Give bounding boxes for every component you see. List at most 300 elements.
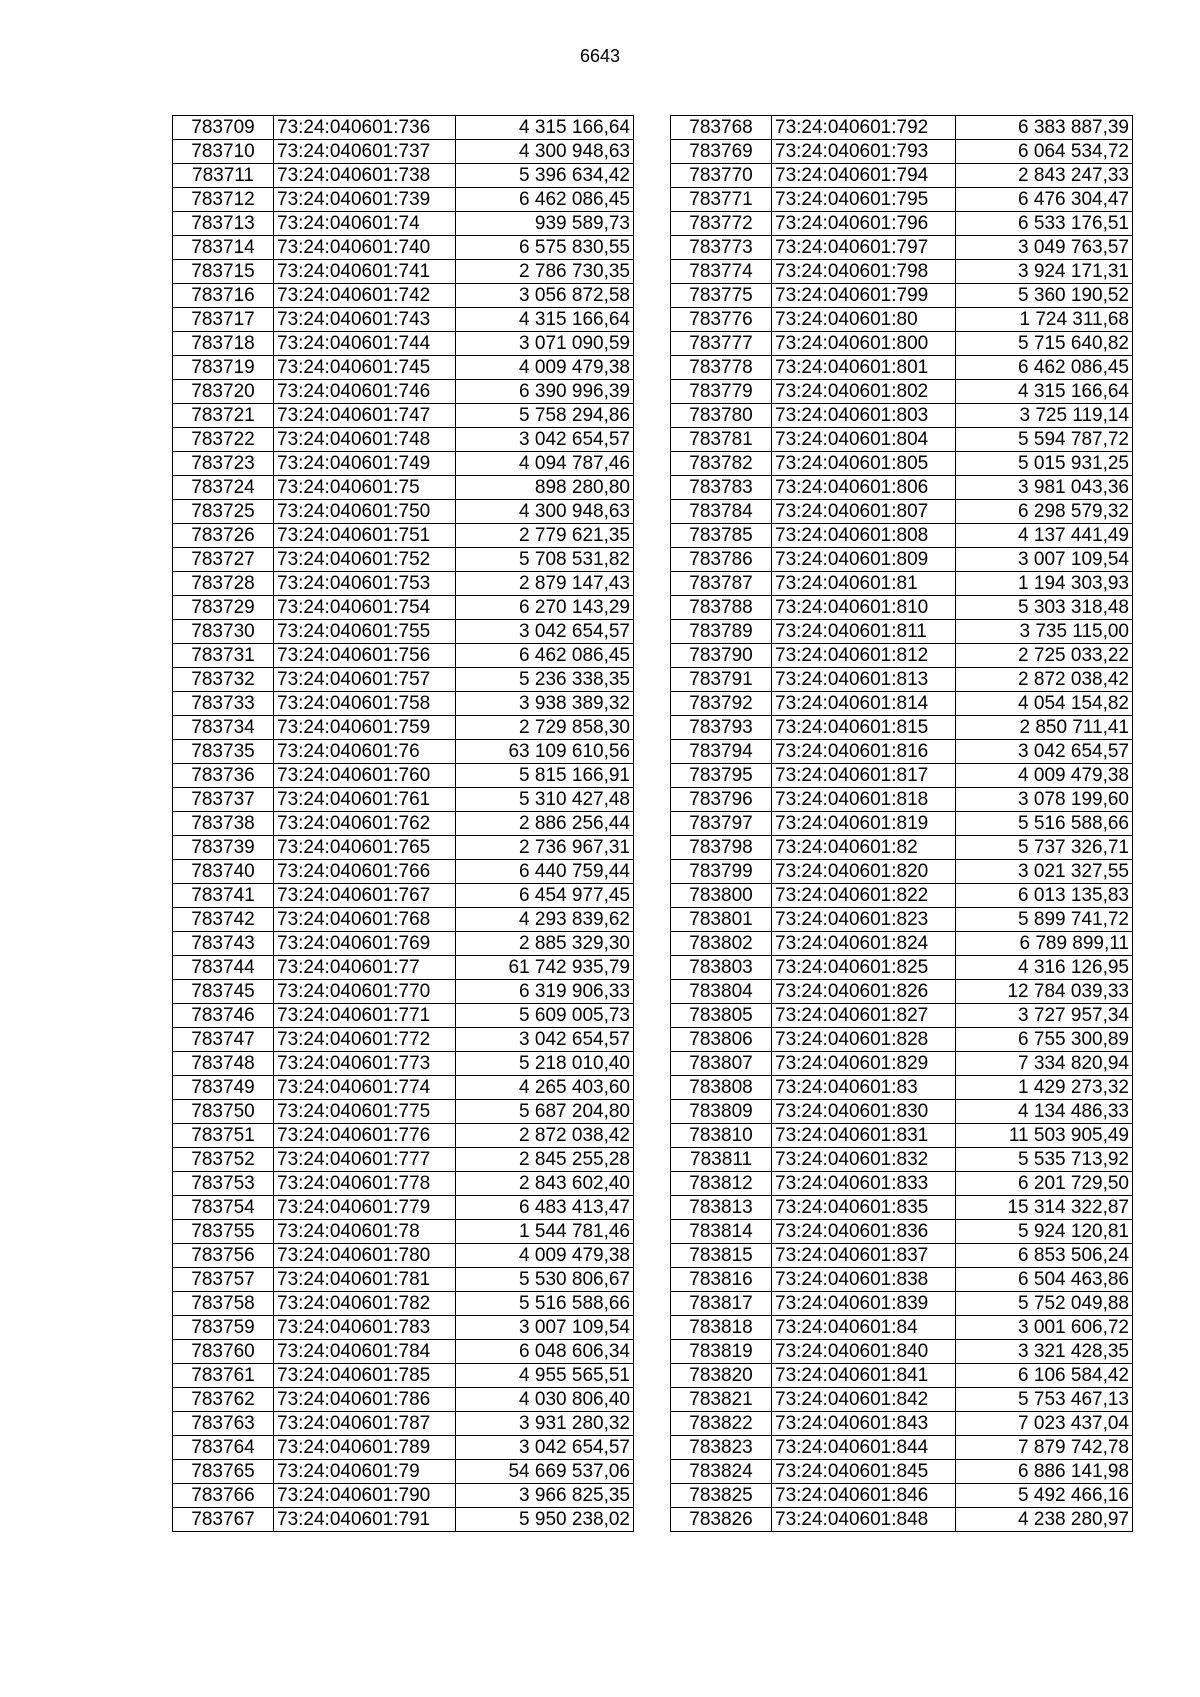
table-row <box>671 788 1133 812</box>
table-row <box>671 668 1133 692</box>
cadastral-number-cell: 73:24:040601:808 <box>772 524 956 548</box>
cadastral-number-cell: 73:24:040601:741 <box>274 260 456 284</box>
cadastral-number-cell: 73:24:040601:82 <box>772 836 956 860</box>
row-number-cell: 783709 <box>173 116 274 140</box>
table-row <box>173 620 634 644</box>
table-row <box>671 452 1133 476</box>
value-cell: 3 725 119,14 <box>956 404 1133 428</box>
value-cell: 3 938 389,32 <box>456 692 634 716</box>
value-cell: 61 742 935,79 <box>456 956 634 980</box>
cadastral-number-cell: 73:24:040601:843 <box>772 1412 956 1436</box>
table-row <box>173 500 634 524</box>
row-number-cell: 783759 <box>173 1316 274 1340</box>
row-number-cell: 783808 <box>671 1076 772 1100</box>
table-row <box>173 956 634 980</box>
row-number-cell: 783787 <box>671 572 772 596</box>
row-number-cell: 783804 <box>671 980 772 1004</box>
row-number-cell: 783736 <box>173 764 274 788</box>
table-row <box>173 980 634 1004</box>
row-number-cell: 783803 <box>671 956 772 980</box>
value-cell: 5 516 588,66 <box>456 1292 634 1316</box>
cadastral-number-cell: 73:24:040601:816 <box>772 740 956 764</box>
table-row <box>671 1172 1133 1196</box>
row-number-cell: 783807 <box>671 1052 772 1076</box>
table-row <box>671 692 1133 716</box>
cadastral-number-cell: 73:24:040601:802 <box>772 380 956 404</box>
row-number-cell: 783746 <box>173 1004 274 1028</box>
row-number-cell: 783815 <box>671 1244 772 1268</box>
cadastral-number-cell: 73:24:040601:737 <box>274 140 456 164</box>
value-cell: 2 872 038,42 <box>456 1124 634 1148</box>
row-number-cell: 783790 <box>671 644 772 668</box>
value-cell: 2 786 730,35 <box>456 260 634 284</box>
cadastral-number-cell: 73:24:040601:75 <box>274 476 456 500</box>
cadastral-number-cell: 73:24:040601:809 <box>772 548 956 572</box>
row-number-cell: 783712 <box>173 188 274 212</box>
table-row <box>173 356 634 380</box>
table-row <box>671 332 1133 356</box>
cadastral-number-cell: 73:24:040601:811 <box>772 620 956 644</box>
row-number-cell: 783710 <box>173 140 274 164</box>
row-number-cell: 783813 <box>671 1196 772 1220</box>
value-cell: 3 727 957,34 <box>956 1004 1133 1028</box>
row-number-cell: 783737 <box>173 788 274 812</box>
cadastral-number-cell: 73:24:040601:83 <box>772 1076 956 1100</box>
value-cell: 3 042 654,57 <box>456 1436 634 1460</box>
row-number-cell: 783717 <box>173 308 274 332</box>
value-cell: 2 879 147,43 <box>456 572 634 596</box>
value-cell: 5 609 005,73 <box>456 1004 634 1028</box>
table-row <box>173 788 634 812</box>
row-number-cell: 783714 <box>173 236 274 260</box>
cadastral-number-cell: 73:24:040601:74 <box>274 212 456 236</box>
cadastral-number-cell: 73:24:040601:765 <box>274 836 456 860</box>
value-cell: 4 300 948,63 <box>456 140 634 164</box>
row-number-cell: 783738 <box>173 812 274 836</box>
cadastral-number-cell: 73:24:040601:796 <box>772 212 956 236</box>
cadastral-number-cell: 73:24:040601:84 <box>772 1316 956 1340</box>
value-cell: 4 094 787,46 <box>456 452 634 476</box>
value-cell: 2 850 711,41 <box>956 716 1133 740</box>
cadastral-number-cell: 73:24:040601:78 <box>274 1220 456 1244</box>
value-cell: 3 321 428,35 <box>956 1340 1133 1364</box>
cadastral-number-cell: 73:24:040601:819 <box>772 812 956 836</box>
table-row <box>671 500 1133 524</box>
row-number-cell: 783713 <box>173 212 274 236</box>
row-number-cell: 783719 <box>173 356 274 380</box>
cadastral-number-cell: 73:24:040601:830 <box>772 1100 956 1124</box>
value-cell: 3 042 654,57 <box>456 1028 634 1052</box>
value-cell: 5 753 467,13 <box>956 1388 1133 1412</box>
value-cell: 5 815 166,91 <box>456 764 634 788</box>
table-row <box>173 1436 634 1460</box>
cadastral-number-cell: 73:24:040601:840 <box>772 1340 956 1364</box>
value-cell: 6 755 300,89 <box>956 1028 1133 1052</box>
table-row <box>173 1052 634 1076</box>
table-row <box>173 524 634 548</box>
cadastral-number-cell: 73:24:040601:797 <box>772 236 956 260</box>
cadastral-number-cell: 73:24:040601:767 <box>274 884 456 908</box>
value-cell: 15 314 322,87 <box>956 1196 1133 1220</box>
table-row <box>173 1076 634 1100</box>
value-cell: 4 293 839,62 <box>456 908 634 932</box>
cadastral-number-cell: 73:24:040601:773 <box>274 1052 456 1076</box>
table-row <box>173 860 634 884</box>
row-number-cell: 783785 <box>671 524 772 548</box>
row-number-cell: 783795 <box>671 764 772 788</box>
value-cell: 3 042 654,57 <box>456 620 634 644</box>
row-number-cell: 783826 <box>671 1508 772 1532</box>
value-cell: 6 462 086,45 <box>456 644 634 668</box>
table-row <box>173 716 634 740</box>
cadastral-number-cell: 73:24:040601:738 <box>274 164 456 188</box>
table-row <box>173 1220 634 1244</box>
row-number-cell: 783805 <box>671 1004 772 1028</box>
row-number-cell: 783741 <box>173 884 274 908</box>
table-row <box>173 908 634 932</box>
cadastral-number-cell: 73:24:040601:845 <box>772 1460 956 1484</box>
cadastral-number-cell: 73:24:040601:779 <box>274 1196 456 1220</box>
cadastral-number-cell: 73:24:040601:740 <box>274 236 456 260</box>
cadastral-number-cell: 73:24:040601:774 <box>274 1076 456 1100</box>
row-number-cell: 783763 <box>173 1412 274 1436</box>
table-row <box>671 1076 1133 1100</box>
register-table-left <box>172 115 634 1532</box>
row-number-cell: 783774 <box>671 260 772 284</box>
row-number-cell: 783734 <box>173 716 274 740</box>
value-cell: 6 064 534,72 <box>956 140 1133 164</box>
value-cell: 6 462 086,45 <box>956 356 1133 380</box>
table-row <box>173 476 634 500</box>
row-number-cell: 783797 <box>671 812 772 836</box>
cadastral-number-cell: 73:24:040601:786 <box>274 1388 456 1412</box>
value-cell: 5 950 238,02 <box>456 1508 634 1532</box>
cadastral-number-cell: 73:24:040601:838 <box>772 1268 956 1292</box>
cadastral-number-cell: 73:24:040601:768 <box>274 908 456 932</box>
value-cell: 6 383 887,39 <box>956 116 1133 140</box>
value-cell: 5 015 931,25 <box>956 452 1133 476</box>
cadastral-number-cell: 73:24:040601:780 <box>274 1244 456 1268</box>
table-row <box>173 404 634 428</box>
table-row <box>173 572 634 596</box>
value-cell: 3 981 043,36 <box>956 476 1133 500</box>
cadastral-number-cell: 73:24:040601:806 <box>772 476 956 500</box>
row-number-cell: 783794 <box>671 740 772 764</box>
row-number-cell: 783744 <box>173 956 274 980</box>
value-cell: 3 042 654,57 <box>956 740 1133 764</box>
value-cell: 4 238 280,97 <box>956 1508 1133 1532</box>
table-row <box>671 596 1133 620</box>
value-cell: 939 589,73 <box>456 212 634 236</box>
table-row <box>173 1148 634 1172</box>
row-number-cell: 783755 <box>173 1220 274 1244</box>
cadastral-number-cell: 73:24:040601:827 <box>772 1004 956 1028</box>
row-number-cell: 783782 <box>671 452 772 476</box>
row-number-cell: 783743 <box>173 932 274 956</box>
row-number-cell: 783820 <box>671 1364 772 1388</box>
value-cell: 2 845 255,28 <box>456 1148 634 1172</box>
cadastral-number-cell: 73:24:040601:743 <box>274 308 456 332</box>
cadastral-number-cell: 73:24:040601:810 <box>772 596 956 620</box>
value-cell: 5 758 294,86 <box>456 404 634 428</box>
value-cell: 898 280,80 <box>456 476 634 500</box>
row-number-cell: 783812 <box>671 1172 772 1196</box>
value-cell: 4 009 479,38 <box>456 356 634 380</box>
cadastral-number-cell: 73:24:040601:825 <box>772 956 956 980</box>
value-cell: 6 201 729,50 <box>956 1172 1133 1196</box>
row-number-cell: 783729 <box>173 596 274 620</box>
value-cell: 4 316 126,95 <box>956 956 1133 980</box>
value-cell: 4 134 486,33 <box>956 1100 1133 1124</box>
row-number-cell: 783733 <box>173 692 274 716</box>
table-row <box>671 236 1133 260</box>
table-row <box>173 236 634 260</box>
value-cell: 11 503 905,49 <box>956 1124 1133 1148</box>
cadastral-number-cell: 73:24:040601:824 <box>772 932 956 956</box>
cadastral-number-cell: 73:24:040601:758 <box>274 692 456 716</box>
cadastral-number-cell: 73:24:040601:828 <box>772 1028 956 1052</box>
value-cell: 4 315 166,64 <box>456 308 634 332</box>
table-row <box>671 548 1133 572</box>
table-row <box>173 836 634 860</box>
table-row <box>671 956 1133 980</box>
value-cell: 1 429 273,32 <box>956 1076 1133 1100</box>
cadastral-number-cell: 73:24:040601:744 <box>274 332 456 356</box>
cadastral-number-cell: 73:24:040601:746 <box>274 380 456 404</box>
cadastral-number-cell: 73:24:040601:739 <box>274 188 456 212</box>
row-number-cell: 783756 <box>173 1244 274 1268</box>
cadastral-number-cell: 73:24:040601:795 <box>772 188 956 212</box>
cadastral-number-cell: 73:24:040601:80 <box>772 308 956 332</box>
table-row <box>173 116 634 140</box>
table-row <box>671 380 1133 404</box>
value-cell: 2 886 256,44 <box>456 812 634 836</box>
row-number-cell: 783757 <box>173 1268 274 1292</box>
table-row <box>671 860 1133 884</box>
value-cell: 2 729 858,30 <box>456 716 634 740</box>
row-number-cell: 783762 <box>173 1388 274 1412</box>
row-number-cell: 783745 <box>173 980 274 1004</box>
cadastral-number-cell: 73:24:040601:807 <box>772 500 956 524</box>
cadastral-number-cell: 73:24:040601:805 <box>772 452 956 476</box>
value-cell: 2 779 621,35 <box>456 524 634 548</box>
cadastral-number-cell: 73:24:040601:756 <box>274 644 456 668</box>
value-cell: 6 476 304,47 <box>956 188 1133 212</box>
cadastral-number-cell: 73:24:040601:79 <box>274 1460 456 1484</box>
row-number-cell: 783753 <box>173 1172 274 1196</box>
value-cell: 2 843 602,40 <box>456 1172 634 1196</box>
cadastral-number-cell: 73:24:040601:837 <box>772 1244 956 1268</box>
value-cell: 5 708 531,82 <box>456 548 634 572</box>
cadastral-number-cell: 73:24:040601:782 <box>274 1292 456 1316</box>
table-row <box>173 1244 634 1268</box>
value-cell: 4 009 479,38 <box>456 1244 634 1268</box>
table-row <box>671 212 1133 236</box>
table-row <box>173 1100 634 1124</box>
table-row <box>671 1268 1133 1292</box>
value-cell: 3 056 872,58 <box>456 284 634 308</box>
table-row <box>173 284 634 308</box>
cadastral-number-cell: 73:24:040601:761 <box>274 788 456 812</box>
cadastral-number-cell: 73:24:040601:751 <box>274 524 456 548</box>
value-cell: 5 310 427,48 <box>456 788 634 812</box>
cadastral-number-cell: 73:24:040601:842 <box>772 1388 956 1412</box>
table-row <box>671 1148 1133 1172</box>
value-cell: 5 396 634,42 <box>456 164 634 188</box>
row-number-cell: 783801 <box>671 908 772 932</box>
table-row <box>671 116 1133 140</box>
table-row <box>671 932 1133 956</box>
cadastral-number-cell: 73:24:040601:769 <box>274 932 456 956</box>
value-cell: 6 886 141,98 <box>956 1460 1133 1484</box>
value-cell: 5 715 640,82 <box>956 332 1133 356</box>
value-cell: 6 106 584,42 <box>956 1364 1133 1388</box>
table-row <box>173 1028 634 1052</box>
row-number-cell: 783799 <box>671 860 772 884</box>
table-row <box>173 260 634 284</box>
cadastral-number-cell: 73:24:040601:750 <box>274 500 456 524</box>
value-cell: 6 390 996,39 <box>456 380 634 404</box>
value-cell: 6 319 906,33 <box>456 980 634 1004</box>
row-number-cell: 783792 <box>671 692 772 716</box>
row-number-cell: 783809 <box>671 1100 772 1124</box>
cadastral-number-cell: 73:24:040601:814 <box>772 692 956 716</box>
value-cell: 4 030 806,40 <box>456 1388 634 1412</box>
row-number-cell: 783728 <box>173 572 274 596</box>
row-number-cell: 783760 <box>173 1340 274 1364</box>
register-table-body <box>671 116 1133 1532</box>
value-cell: 4 137 441,49 <box>956 524 1133 548</box>
cadastral-number-cell: 73:24:040601:762 <box>274 812 456 836</box>
row-number-cell: 783819 <box>671 1340 772 1364</box>
cadastral-number-cell: 73:24:040601:783 <box>274 1316 456 1340</box>
table-row <box>671 836 1133 860</box>
cadastral-number-cell: 73:24:040601:771 <box>274 1004 456 1028</box>
row-number-cell: 783769 <box>671 140 772 164</box>
table-row <box>671 620 1133 644</box>
table-row <box>173 1292 634 1316</box>
row-number-cell: 783783 <box>671 476 772 500</box>
value-cell: 6 048 606,34 <box>456 1340 634 1364</box>
row-number-cell: 783735 <box>173 740 274 764</box>
table-row <box>173 1172 634 1196</box>
table-row <box>671 356 1133 380</box>
row-number-cell: 783727 <box>173 548 274 572</box>
row-number-cell: 783816 <box>671 1268 772 1292</box>
cadastral-number-cell: 73:24:040601:770 <box>274 980 456 1004</box>
row-number-cell: 783761 <box>173 1364 274 1388</box>
cadastral-number-cell: 73:24:040601:803 <box>772 404 956 428</box>
table-row <box>671 260 1133 284</box>
value-cell: 6 853 506,24 <box>956 1244 1133 1268</box>
row-number-cell: 783758 <box>173 1292 274 1316</box>
value-cell: 3 021 327,55 <box>956 860 1133 884</box>
value-cell: 6 440 759,44 <box>456 860 634 884</box>
cadastral-number-cell: 73:24:040601:77 <box>274 956 456 980</box>
table-row <box>173 164 634 188</box>
row-number-cell: 783723 <box>173 452 274 476</box>
value-cell: 5 752 049,88 <box>956 1292 1133 1316</box>
row-number-cell: 783784 <box>671 500 772 524</box>
cadastral-number-cell: 73:24:040601:755 <box>274 620 456 644</box>
table-row <box>671 1004 1133 1028</box>
row-number-cell: 783775 <box>671 284 772 308</box>
cadastral-number-cell: 73:24:040601:784 <box>274 1340 456 1364</box>
table-row <box>671 980 1133 1004</box>
table-row <box>173 1340 634 1364</box>
table-row <box>671 1292 1133 1316</box>
table-row <box>173 1508 634 1532</box>
table-row <box>671 308 1133 332</box>
table-row <box>671 1196 1133 1220</box>
value-cell: 6 504 463,86 <box>956 1268 1133 1292</box>
cadastral-number-cell: 73:24:040601:778 <box>274 1172 456 1196</box>
cadastral-number-cell: 73:24:040601:832 <box>772 1148 956 1172</box>
row-number-cell: 783821 <box>671 1388 772 1412</box>
row-number-cell: 783773 <box>671 236 772 260</box>
value-cell: 6 454 977,45 <box>456 884 634 908</box>
row-number-cell: 783791 <box>671 668 772 692</box>
row-number-cell: 783798 <box>671 836 772 860</box>
register-table-right <box>670 115 1133 1532</box>
cadastral-number-cell: 73:24:040601:785 <box>274 1364 456 1388</box>
table-row <box>671 428 1133 452</box>
table-row <box>671 284 1133 308</box>
cadastral-number-cell: 73:24:040601:817 <box>772 764 956 788</box>
row-number-cell: 783772 <box>671 212 772 236</box>
cadastral-number-cell: 73:24:040601:760 <box>274 764 456 788</box>
value-cell: 6 575 830,55 <box>456 236 634 260</box>
table-row <box>173 884 634 908</box>
value-cell: 2 872 038,42 <box>956 668 1133 692</box>
cadastral-number-cell: 73:24:040601:790 <box>274 1484 456 1508</box>
row-number-cell: 783781 <box>671 428 772 452</box>
table-row <box>671 764 1133 788</box>
table-row <box>173 428 634 452</box>
row-number-cell: 783779 <box>671 380 772 404</box>
row-number-cell: 783718 <box>173 332 274 356</box>
row-number-cell: 783742 <box>173 908 274 932</box>
table-row <box>671 188 1133 212</box>
table-row <box>671 716 1133 740</box>
table-row <box>173 1364 634 1388</box>
row-number-cell: 783771 <box>671 188 772 212</box>
cadastral-number-cell: 73:24:040601:736 <box>274 116 456 140</box>
row-number-cell: 783825 <box>671 1484 772 1508</box>
table-row <box>671 524 1133 548</box>
cadastral-number-cell: 73:24:040601:775 <box>274 1100 456 1124</box>
value-cell: 4 300 948,63 <box>456 500 634 524</box>
row-number-cell: 783767 <box>173 1508 274 1532</box>
value-cell: 12 784 039,33 <box>956 980 1133 1004</box>
table-row <box>173 1124 634 1148</box>
row-number-cell: 783770 <box>671 164 772 188</box>
cadastral-number-cell: 73:24:040601:844 <box>772 1436 956 1460</box>
cadastral-number-cell: 73:24:040601:754 <box>274 596 456 620</box>
table-row <box>671 1028 1133 1052</box>
row-number-cell: 783780 <box>671 404 772 428</box>
cadastral-number-cell: 73:24:040601:835 <box>772 1196 956 1220</box>
cadastral-number-cell: 73:24:040601:826 <box>772 980 956 1004</box>
row-number-cell: 783752 <box>173 1148 274 1172</box>
cadastral-number-cell: 73:24:040601:781 <box>274 1268 456 1292</box>
row-number-cell: 783724 <box>173 476 274 500</box>
cadastral-number-cell: 73:24:040601:846 <box>772 1484 956 1508</box>
row-number-cell: 783788 <box>671 596 772 620</box>
table-row <box>671 812 1133 836</box>
table-row <box>173 1268 634 1292</box>
value-cell: 54 669 537,06 <box>456 1460 634 1484</box>
